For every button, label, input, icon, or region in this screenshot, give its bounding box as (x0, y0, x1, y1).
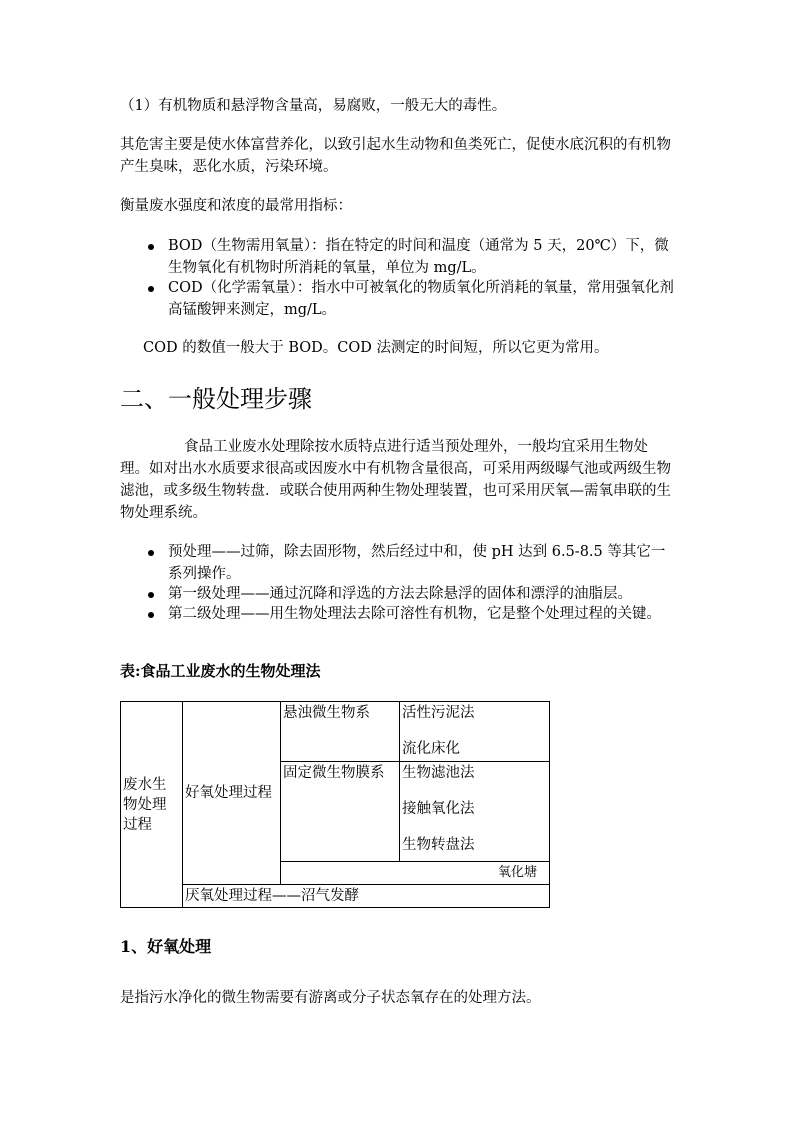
bullet-icon (148, 612, 154, 618)
fixed-cell: 固定微生物膜系 (281, 762, 400, 862)
subsection-heading: 1、好氧处理 (120, 937, 212, 956)
fixed-methods-cell (400, 762, 550, 862)
indicator-intro: 衡量废水强度和浓度的最常用指标： (120, 198, 352, 214)
processing-paragraph: 食品工业废水处理除按水质特点进行适当预处理外，一般均宜采用生物处理。如对出水水质要求很高或因废水中有机物含量很高，可采用两级曝气池或两级生物滤池，或多级生物转盘．或联合使用两种生物处理装置，也可采用厌氧—需氧串联的生物处理系统。 (120, 439, 671, 521)
intro-line: （1）有机物质和悬浮物含量高，易腐败，一般无大的毒性。 (120, 98, 507, 114)
method-label: 生物滤池法 (402, 765, 475, 781)
cod-note: COD 的数值一般大于 BOD。COD 法测定的时间短，所以它更为常用。 (143, 340, 609, 356)
method-label: 活性污泥法 (402, 705, 475, 721)
step-item: 第一级处理——通过沉降和浮选的方法去除悬浮的固体和漂浮的油脂层。 (168, 586, 632, 602)
oxidation-pond-cell: 氧化塘 (281, 862, 550, 885)
step-item: 第二级处理——用生物处理法去除可溶性有机物，它是整个处理过程的关键。 (168, 606, 661, 622)
step-item: 预处理——过筛，除去固形物，然后经过中和，使 pH 达到 6.5-8.5 等其它一系列操作。 (168, 544, 666, 582)
table-root-cell: 废水生物处理过程 (121, 702, 183, 908)
section-heading: 二、一般处理步骤 (120, 385, 312, 413)
anaerobic-cell: 厌氧处理过程——沼气发酵 (183, 885, 550, 908)
suspended-methods-cell (400, 702, 550, 762)
suspended-cell: 悬浊微生物系 (281, 702, 400, 762)
method-label: 生物转盘法 (402, 837, 475, 853)
method-label: 接触氧化法 (402, 801, 475, 817)
bullet-icon (148, 592, 154, 598)
bullet-icon (148, 286, 154, 292)
bullet-icon (148, 550, 154, 556)
cod-item: COD（化学需氧量）：指水中可被氧化的物质氧化所消耗的氧量，常用强氧化剂高锰酸钾来测定，mg/L。 (168, 280, 674, 318)
method-label: 流化床化 (402, 741, 460, 757)
treatment-table (120, 701, 550, 908)
aerobic-cell: 好氧处理过程 (183, 702, 281, 885)
bullet-icon (148, 244, 154, 250)
aerobic-definition: 是指污水净化的微生物需要有游离或分子状态氧存在的处理方法。 (120, 990, 541, 1006)
hazard-paragraph: 其危害主要是使水体富营养化，以致引起水生动物和鱼类死亡，促使水底沉积的有机物产生臭味，恶化水质，污染环境。 (120, 137, 671, 175)
bod-item: BOD（生物需用氧量）：指在特定的时间和温度（通常为 5 天，20℃）下，微生物氧化有机物时所消耗的氧量，单位为 mg/L。 (168, 238, 669, 276)
table-caption: 表:食品工业废水的生物处理法 (120, 662, 321, 680)
